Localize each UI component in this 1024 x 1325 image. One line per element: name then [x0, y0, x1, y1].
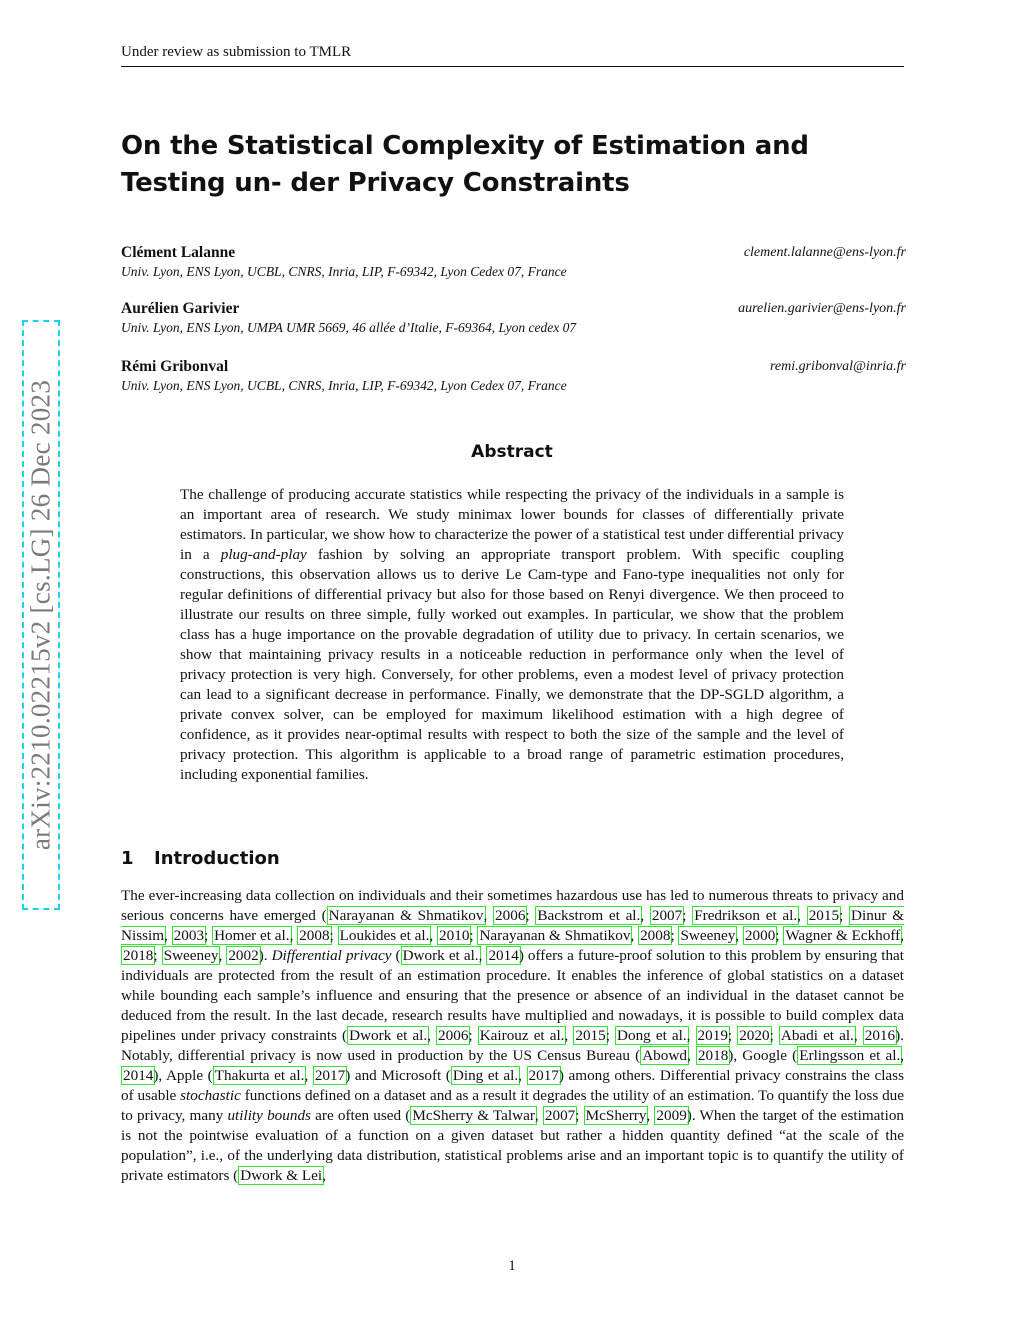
citation-link[interactable]: Dwork et al. — [402, 947, 479, 964]
citation-link[interactable]: 2009 — [656, 1107, 687, 1124]
citation-link[interactable]: 2008 — [640, 927, 671, 944]
citation-link[interactable]: Narayanan & Shmatikov — [479, 927, 631, 944]
citation-link[interactable]: Dwork & Lei — [240, 1167, 323, 1184]
citation-link[interactable]: 2006 — [438, 1027, 469, 1044]
citation-link[interactable]: Dinur & Nissim — [121, 907, 905, 944]
citation-link[interactable]: 2006 — [495, 907, 526, 924]
author-affiliation: Univ. Lyon, ENS Lyon, UCBL, CNRS, Inria, LIP, F-69342, Lyon Cedex 07, France — [121, 378, 567, 393]
arxiv-identifier: arXiv:2210.02215v2 [cs.LG] 26 Dec 2023 — [25, 379, 56, 851]
citation-link[interactable]: 2003 — [173, 927, 205, 944]
citation-link[interactable]: Wagner & Eckhoff — [785, 927, 901, 944]
introduction-body: The ever-increasing data collection on individuals and their sometimes hazardous use has led to numerous threats to privacy and serious concerns have emerged ( Narayanan & Shmatikov, 2006; Backstrom et al., 2007; Fredrikson et al., 2015; Dinur & Nissim, 2003; Homer et al., 2008; Loukides et al., 2010; Narayanan & Shmatikov, 2008; Sweeney, 2000; Wagner & Eckhoff, 2018; Sweeney, 2002). Differential privacy ( Dwork et al., 2014) offers a future-proof solution to this problem by ensuring that individuals are protected from the result of an estimation procedure. It enables the inference of global statistics on a dataset while bounding each sample’s influence and ensuring that the presence or absence of an individual in the dataset cannot be deduced from the result. In the last decade, research results have multiplied and nowadays, it is possible to build complex data pipelines under privacy constraints ( Dwork et al., 2006; Kairouz et al., 2015; Dong et al., 2019; 2020; Abadi et al., 2016). Notably, differential privacy is now used in production by the US Census Bureau ( Abowd, 2018), Google ( Erlingsson et al., 2014), Apple ( Thakurta et al., 2017) and Microsoft ( Ding et al., 2017) among others. Differential privacy constrains the class of usable stochastic functions defined on a dataset and as a result it degrades the utility of an estimation. To quantify the loss due to privacy, many utility bounds are often used ( McSherry & Talwar, 2007; McSherry, 2009). When the target of the estimation is not the pointwise evaluation of a function on a given dataset but rather a hidden quantity defined “at the scale of the population”, i.e., of the underlying data distribution, statistical problems arise and an important topic is to quantify the utility of private estimators ( Dwork & Lei, — [121, 887, 905, 1184]
citation-link[interactable]: McSherry & Talwar — [412, 1107, 535, 1124]
citation-link[interactable]: Abowd — [642, 1047, 687, 1064]
author-affiliation: Univ. Lyon, ENS Lyon, UCBL, CNRS, Inria, LIP, F-69342, Lyon Cedex 07, France — [121, 264, 567, 279]
citation-link[interactable]: Ding et al. — [452, 1067, 519, 1084]
citation-link[interactable]: 2000 — [744, 927, 776, 944]
running-header: Under review as submission to TMLR — [121, 44, 904, 67]
author-affiliation: Univ. Lyon, ENS Lyon, UMPA UMR 5669, 46 allée d’Italie, F-69364, Lyon cedex 07 — [121, 320, 577, 335]
author-block — [121, 358, 906, 394]
abstract-heading: Abstract — [471, 442, 553, 462]
paper-title: On the Statistical Complexity of Estimation and Testing un- der Privacy Constraints — [121, 131, 809, 198]
abstract-text: The challenge of producing accurate statistics while respecting the privacy of the individuals in a sample is an important area of research. We study minimax lower bounds for classes of differentially private estimators. In particular, we show how to characterize the power of a statistical test under differential privacy in a plug-and-play fashion by solving an appropriate transport problem. With specific coupling constructions, this observation allows us to derive Le Cam-type and Fano-type inequalities not only for regular definitions of differential privacy but also for those based on Renyi divergence. We then proceed to illustrate our results on three simple, fully worked out examples. In particular, we show that the problem class has a huge importance on the provable degradation of utility due to privacy. In certain scenarios, we show that maintaining privacy results in a noticeable reduction in performance only when the level of privacy protection is very high. Conversely, for other problems, even a modest level of privacy protection can lead to a significant decrease in performance. Finally, we demonstrate that the DP-SGLD algorithm, a private convex solver, can be employed for maximum likelihood estimation with a high degree of confidence, as it provides near-optimal results with respect to both the size of the sample and the level of privacy protection. This algorithm is applicable to a broad range of parametric estimation procedures, including exponential families. — [180, 486, 844, 783]
citation-link[interactable]: 2017 — [528, 1067, 559, 1084]
arxiv-stamp[interactable] — [22, 320, 60, 910]
citation-link[interactable]: 2018 — [123, 947, 154, 964]
author-block — [121, 300, 906, 336]
author-name: Aurélien Garivier — [121, 300, 240, 317]
citation-link[interactable]: 2020 — [739, 1027, 770, 1044]
author-name: Clément Lalanne — [121, 244, 236, 261]
citation-link[interactable]: Narayanan & Shmatikov — [328, 907, 484, 924]
citation-link[interactable]: 2010 — [439, 927, 470, 944]
citation-link[interactable]: Fredrikson et al. — [694, 907, 798, 924]
citation-link[interactable]: Kairouz et al. — [479, 1027, 565, 1044]
author-email[interactable]: clement.lalanne@ens-lyon.fr — [743, 245, 906, 260]
citation-link[interactable]: Thakurta et al. — [214, 1067, 305, 1084]
citation-link[interactable]: 2017 — [314, 1067, 346, 1084]
citation-link[interactable]: McSherry — [585, 1107, 647, 1124]
citation-link[interactable]: 2015 — [808, 907, 840, 924]
citation-link[interactable]: 2002 — [228, 947, 259, 964]
citation-link[interactable]: 2014 — [123, 1067, 154, 1084]
citation-link[interactable]: Abadi et al. — [780, 1027, 854, 1044]
page-number: 1 — [508, 1258, 516, 1274]
citation-link[interactable]: Loukides et al. — [339, 927, 430, 944]
author-email[interactable]: aurelien.garivier@ens-lyon.fr — [738, 301, 906, 316]
citation-link[interactable]: 2014 — [488, 947, 519, 964]
citation-link[interactable]: 2016 — [864, 1027, 896, 1044]
author-block — [121, 244, 906, 280]
section-heading-introduction: 1 Introduction — [121, 848, 280, 869]
citation-link[interactable]: 2008 — [299, 927, 330, 944]
citation-link[interactable]: Erlingsson et al. — [799, 1047, 901, 1064]
citation-link[interactable]: Sweeney — [163, 947, 219, 964]
citation-link[interactable]: 2007 — [651, 907, 683, 924]
citation-link[interactable]: 2019 — [697, 1027, 728, 1044]
citation-link[interactable]: 2015 — [575, 1027, 606, 1044]
author-name: Rémi Gribonval — [121, 358, 229, 375]
author-email[interactable]: remi.gribonval@inria.fr — [769, 359, 906, 374]
citation-link[interactable]: 2018 — [697, 1047, 729, 1064]
citation-link[interactable]: Dwork et al. — [349, 1027, 428, 1044]
citation-link[interactable]: Sweeney — [680, 927, 736, 944]
citation-link[interactable]: Backstrom et al. — [537, 907, 641, 924]
citation-link[interactable]: Homer et al. — [214, 927, 290, 944]
citation-link[interactable]: Dong et al. — [617, 1027, 687, 1044]
citation-link[interactable]: 2007 — [544, 1107, 576, 1124]
